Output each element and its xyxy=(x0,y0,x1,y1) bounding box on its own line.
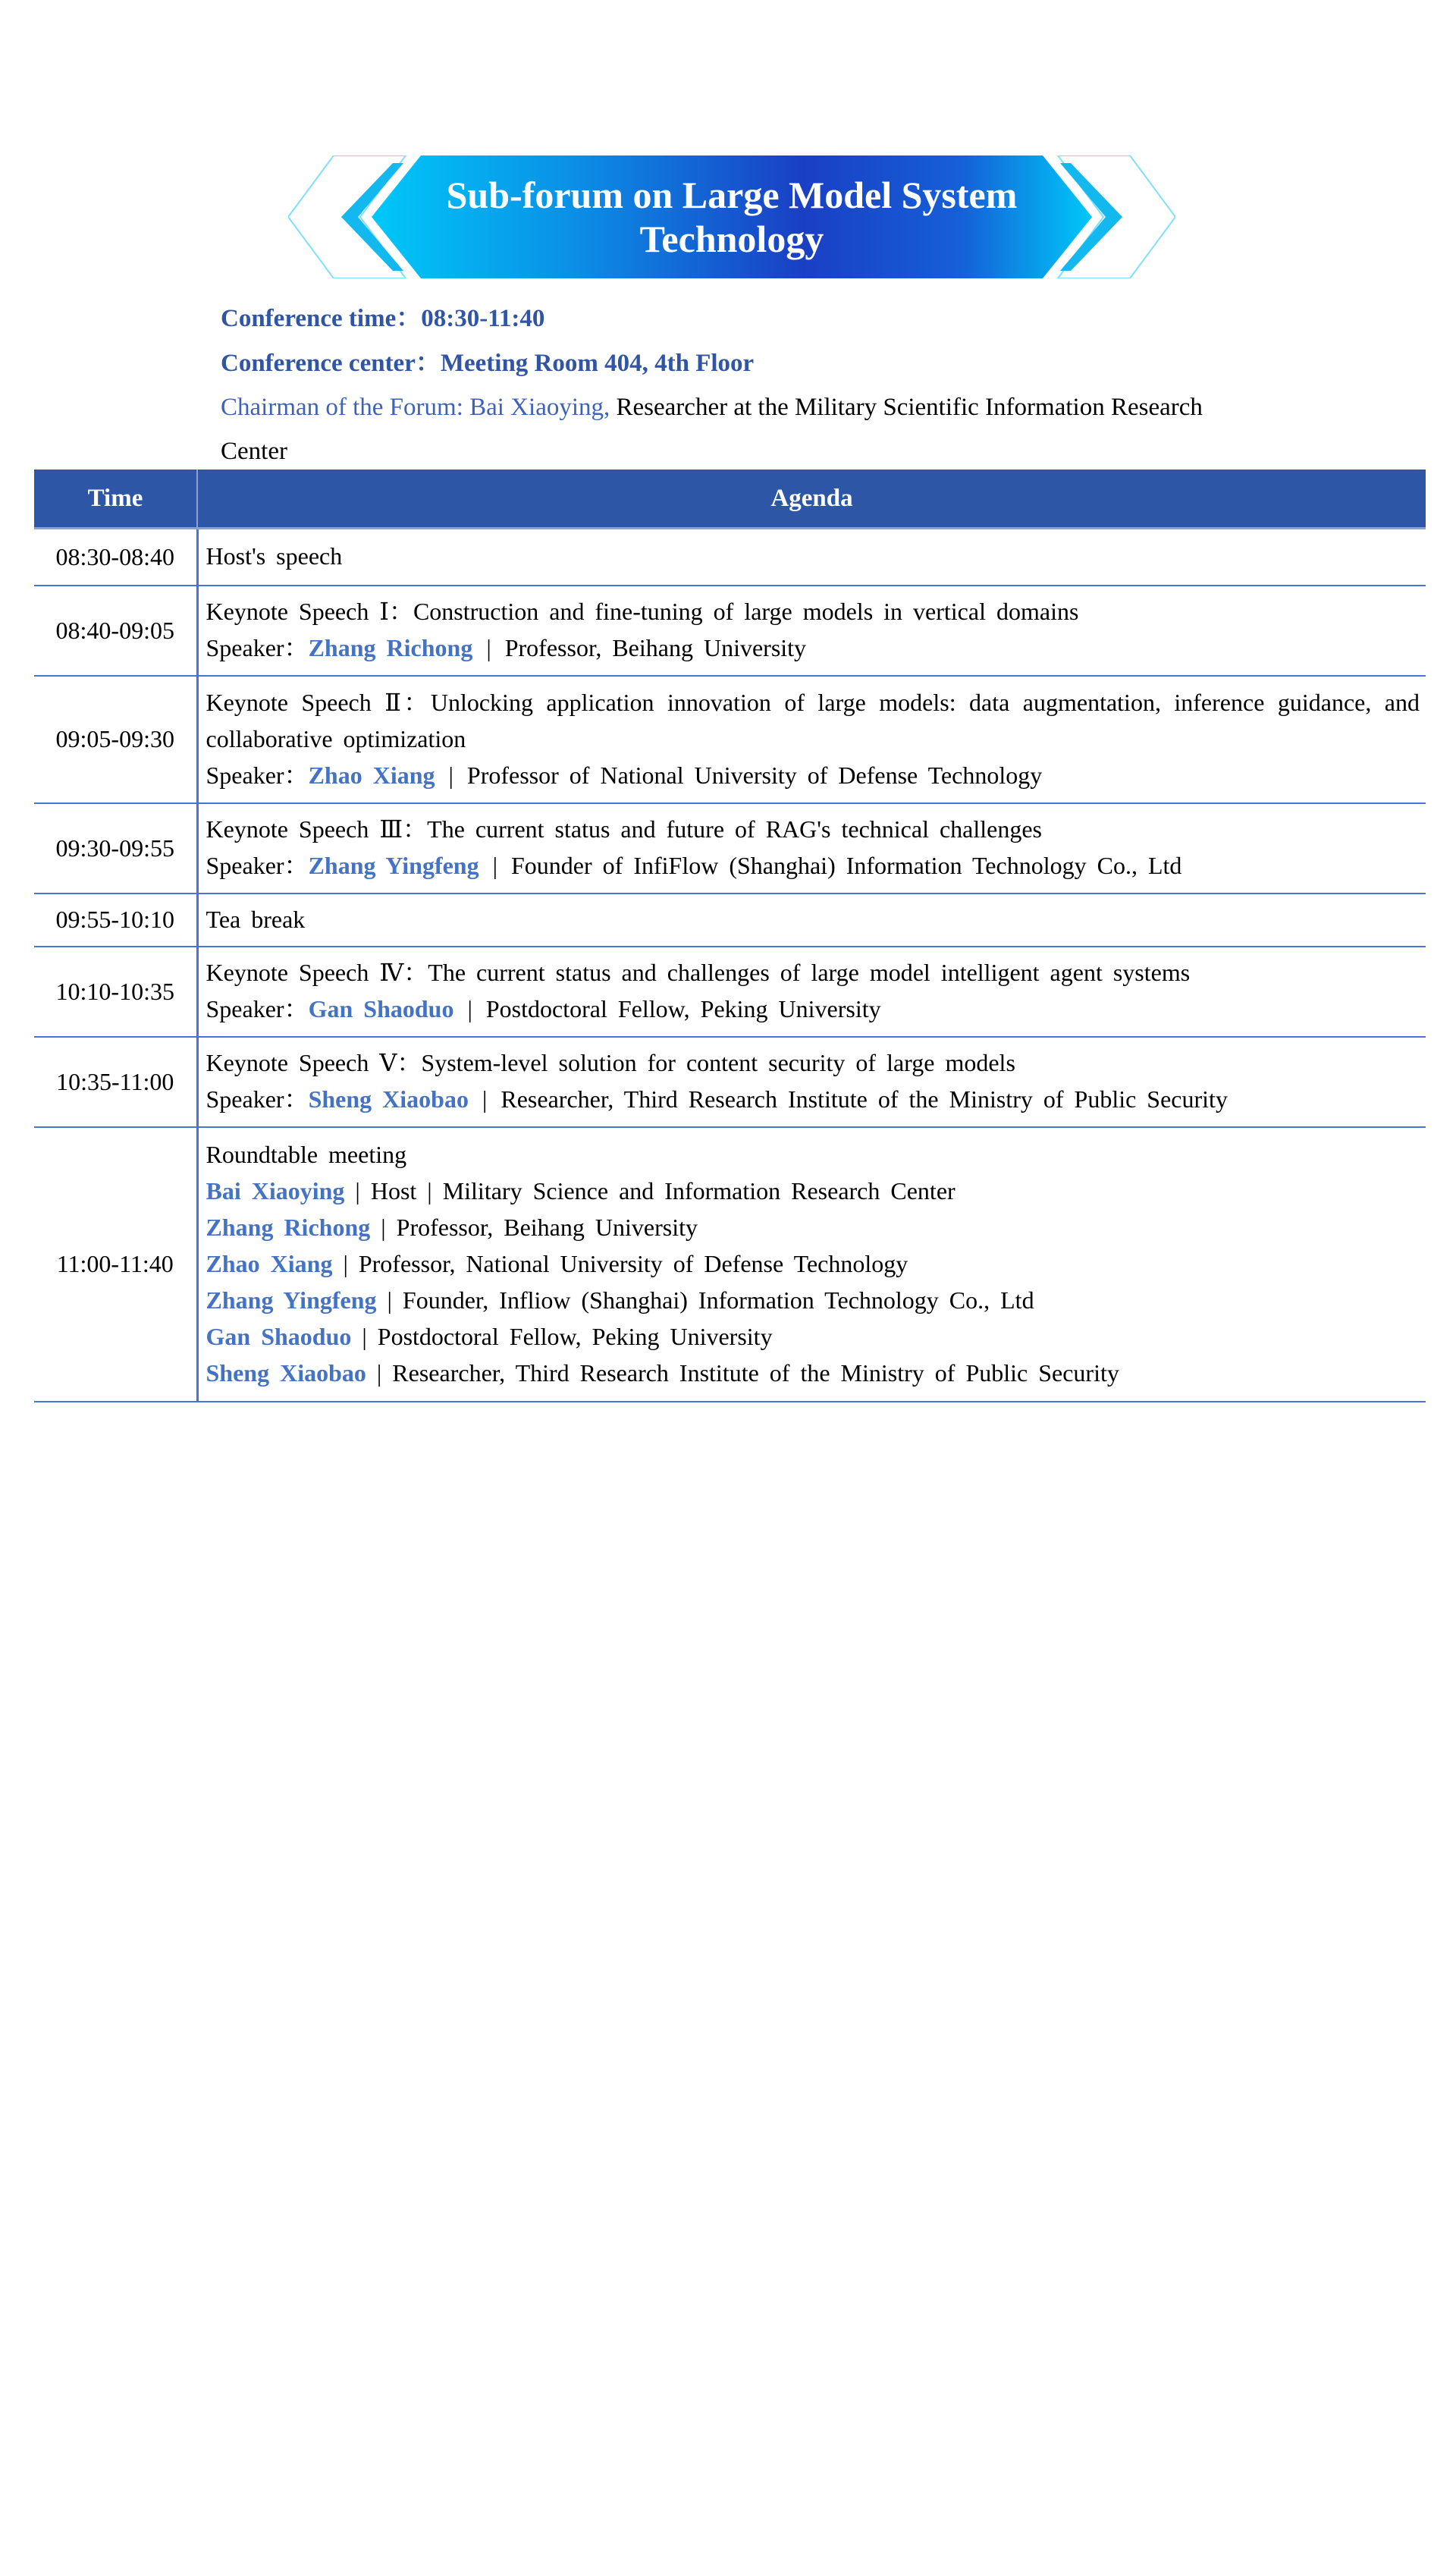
speaker-name: Sheng Xiaobao xyxy=(308,1085,469,1113)
row-time: 09:05-09:30 xyxy=(34,676,197,803)
row-time: 10:10-10:35 xyxy=(34,947,197,1037)
table-row xyxy=(34,803,1426,894)
speaker-label: Speaker： xyxy=(206,634,309,661)
table-row xyxy=(34,894,1426,947)
row-agenda xyxy=(197,529,1426,586)
agenda-title: Roundtable meeting xyxy=(206,1140,407,1168)
separator: | xyxy=(467,995,472,1022)
speaker-affiliation: Founder of InfiFlow (Shanghai) Information Technology Co., Ltd xyxy=(511,852,1182,879)
panelist-name: Zhang Yingfeng xyxy=(206,1286,377,1314)
page-title: Sub-forum on Large Model System Technology xyxy=(446,174,1018,260)
chairman-line-cont: Center xyxy=(221,438,287,465)
agenda-title: Host's speech xyxy=(206,542,343,570)
table-row xyxy=(34,529,1426,586)
speaker-line xyxy=(206,991,1420,1027)
row-time: 09:55-10:10 xyxy=(34,894,197,947)
row-agenda xyxy=(197,947,1426,1037)
speaker-label: Speaker： xyxy=(206,761,309,789)
panelist-role: | Postdoctoral Fellow, Peking University xyxy=(362,1322,773,1350)
row-time: 08:40-09:05 xyxy=(34,586,197,676)
agenda-title: Keynote Speech Ⅱ：Unlocking application innovation of large models: data augmentation, inference guidance, and collaborative optimization xyxy=(206,688,1420,752)
panelist-line xyxy=(206,1209,1420,1245)
speaker-line xyxy=(206,757,1420,793)
row-time: 09:30-09:55 xyxy=(34,803,197,894)
row-agenda xyxy=(197,1037,1426,1127)
chairman-affiliation: Researcher at the Military Scientific Information Research xyxy=(610,394,1203,421)
speaker-name: Gan Shaoduo xyxy=(308,995,454,1022)
agenda-title: Keynote Speech Ⅰ：Construction and fine-tuning of large models in vertical domains xyxy=(206,598,1079,625)
speaker-affiliation: Researcher, Third Research Institute of the Ministry of Public Security xyxy=(500,1085,1228,1113)
separator: | xyxy=(486,634,491,661)
table-header-row xyxy=(34,470,1426,529)
conference-time: Conference time：08:30-11:40 xyxy=(221,305,545,332)
row-agenda xyxy=(197,894,1426,947)
speaker-label: Speaker： xyxy=(206,1085,309,1113)
speaker-label: Speaker： xyxy=(206,852,309,879)
speaker-name: Zhang Richong xyxy=(308,634,473,661)
speaker-label: Speaker： xyxy=(206,995,309,1022)
conference-center: Conference center：Meeting Room 404, 4th Floor xyxy=(221,350,755,377)
row-time: 10:35-11:00 xyxy=(34,1037,197,1127)
table-row xyxy=(34,1127,1426,1402)
agenda-title: Keynote Speech Ⅲ：The current status and future of RAG's technical challenges xyxy=(206,815,1042,843)
speaker-affiliation: Professor, Beihang University xyxy=(504,634,807,661)
panelist-line xyxy=(206,1245,1420,1282)
panelist-line xyxy=(206,1173,1420,1209)
panelist-line xyxy=(206,1282,1420,1318)
row-agenda xyxy=(197,586,1426,676)
separator: | xyxy=(482,1085,488,1113)
speaker-affiliation: Postdoctoral Fellow, Peking University xyxy=(485,995,881,1022)
speaker-name: Zhao Xiang xyxy=(308,761,435,789)
panelist-name: Gan Shaoduo xyxy=(206,1322,352,1350)
separator: | xyxy=(492,852,497,879)
panelist-role: | Researcher, Third Research Institute of the Ministry of Public Security xyxy=(376,1358,1119,1387)
separator: | xyxy=(448,761,453,789)
panelist-line xyxy=(206,1355,1420,1391)
table-row xyxy=(34,586,1426,676)
row-agenda xyxy=(197,1127,1426,1402)
column-header-agenda: Agenda xyxy=(197,470,1426,529)
agenda-title: Tea break xyxy=(206,905,306,933)
panelist-name: Bai Xiaoying xyxy=(206,1176,345,1204)
panelist-name: Sheng Xiaobao xyxy=(206,1358,366,1387)
table-row xyxy=(34,676,1426,803)
speaker-affiliation: Professor of National University of Defense Technology xyxy=(466,761,1043,789)
panelist-role: | Host | Military Science and Information Research Center xyxy=(355,1176,956,1204)
row-agenda xyxy=(197,803,1426,894)
agenda-title: Keynote Speech Ⅳ：The current status and challenges of large model intelligent agent systems xyxy=(206,959,1191,986)
table-row xyxy=(34,1037,1426,1127)
agenda-title: Keynote Speech Ⅴ：System-level solution for content security of large models xyxy=(206,1049,1015,1076)
speaker-line xyxy=(206,630,1420,666)
row-agenda xyxy=(197,676,1426,803)
panelist-role: | Founder, Infliow (Shanghai) Information Technology Co., Ltd xyxy=(387,1286,1034,1314)
panelist-role: | Professor, Beihang University xyxy=(381,1213,698,1241)
speaker-name: Zhang Yingfeng xyxy=(308,852,479,879)
title-banner xyxy=(288,155,1175,278)
panelist-name: Zhao Xiang xyxy=(206,1249,333,1277)
agenda-table xyxy=(34,470,1426,1402)
chairman-line xyxy=(221,392,1282,422)
row-time: 11:00-11:40 xyxy=(34,1127,197,1402)
chairman-name: Chairman of the Forum: Bai Xiaoying, xyxy=(221,394,610,421)
table-row xyxy=(34,947,1426,1037)
panelist-name: Zhang Richong xyxy=(206,1213,371,1241)
row-time: 08:30-08:40 xyxy=(34,529,197,586)
speaker-line xyxy=(206,847,1420,884)
panelist-role: | Professor, National University of Defense Technology xyxy=(343,1249,908,1277)
speaker-line xyxy=(206,1081,1420,1117)
panelist-line xyxy=(206,1318,1420,1355)
column-header-time: Time xyxy=(34,470,197,529)
